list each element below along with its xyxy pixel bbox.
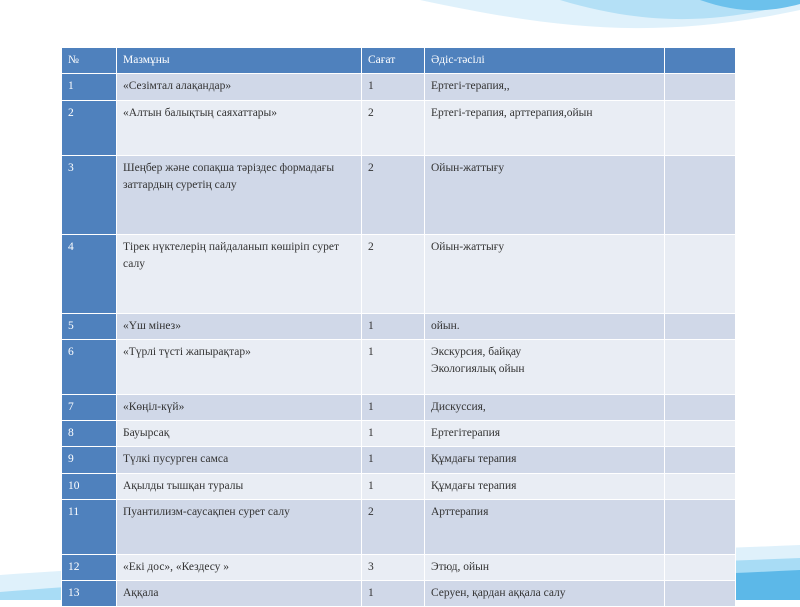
row-number-cell: 1: [62, 74, 117, 100]
method-cell: Ойын-жаттығу: [425, 234, 665, 313]
method-cell: Ертегі-терапия,,: [425, 74, 665, 100]
hours-cell: 3: [362, 554, 425, 580]
hours-cell: 2: [362, 100, 425, 155]
hours-cell: 1: [362, 581, 425, 607]
table-row: [62, 155, 736, 234]
table-row: [62, 394, 736, 420]
extra-cell: [665, 581, 736, 607]
method-cell: Ертегітерапия: [425, 421, 665, 447]
table-row: [62, 313, 736, 339]
method-cell: Арттерапия: [425, 499, 665, 554]
hours-cell: 2: [362, 234, 425, 313]
hours-cell: 1: [362, 421, 425, 447]
content-cell: Ақылды тышқан туралы: [117, 473, 362, 499]
number-header: №: [62, 48, 117, 74]
row-number-cell: 13: [62, 581, 117, 607]
row-number-cell: 4: [62, 234, 117, 313]
table-row: [62, 554, 736, 580]
content-cell: Тірек нүктелерің пайдаланып көшіріп сурет салу: [117, 234, 362, 313]
table-row: [62, 421, 736, 447]
table-row: [62, 74, 736, 100]
content-cell: Аққала: [117, 581, 362, 607]
row-number-cell: 2: [62, 100, 117, 155]
hours-cell: 1: [362, 394, 425, 420]
table-row: [62, 473, 736, 499]
table-row: [62, 100, 736, 155]
row-number-cell: 6: [62, 339, 117, 394]
extra-cell: [665, 394, 736, 420]
extra-cell: [665, 499, 736, 554]
hours-cell: 1: [362, 313, 425, 339]
content-cell: «Алтын балықтың саяхаттары»: [117, 100, 362, 155]
content-cell: «Үш мінез»: [117, 313, 362, 339]
extra-cell: [665, 234, 736, 313]
content-cell: «Түрлі түсті жапырақтар»: [117, 339, 362, 394]
extra-cell: [665, 155, 736, 234]
content-cell: «Екі дос», «Кездесу »: [117, 554, 362, 580]
extra-cell: [665, 421, 736, 447]
content-cell: Бауырсақ: [117, 421, 362, 447]
table-row: [62, 339, 736, 394]
row-number-cell: 9: [62, 447, 117, 473]
table-row: [62, 234, 736, 313]
method-cell: Этюд, ойын: [425, 554, 665, 580]
method-cell: ойын.: [425, 313, 665, 339]
hours-cell: 1: [362, 74, 425, 100]
hours-header: Сағат: [362, 48, 425, 74]
table-row: [62, 499, 736, 554]
method-cell: Экскурсия, байқау Экологиялық ойын: [425, 339, 665, 394]
hours-cell: 1: [362, 339, 425, 394]
extra-cell: [665, 554, 736, 580]
extra-cell: [665, 473, 736, 499]
table-header-row: [62, 48, 736, 74]
method-cell: Ертегі-терапия, арттерапия,ойын: [425, 100, 665, 155]
method-cell: Дискуссия,: [425, 394, 665, 420]
hours-cell: 1: [362, 447, 425, 473]
content-cell: «Көңіл-күй»: [117, 394, 362, 420]
content-cell: «Сезімтал алақандар»: [117, 74, 362, 100]
hours-cell: 2: [362, 499, 425, 554]
method-cell: Серуен, қардан аққала салу: [425, 581, 665, 607]
content-cell: Пуантилизм-саусақпен сурет салу: [117, 499, 362, 554]
table-row: [62, 447, 736, 473]
extra-cell: [665, 313, 736, 339]
row-number-cell: 8: [62, 421, 117, 447]
row-number-cell: 7: [62, 394, 117, 420]
method-cell: Ойын-жаттығу: [425, 155, 665, 234]
extra-cell: [665, 447, 736, 473]
content-cell: Түлкі пусурген самса: [117, 447, 362, 473]
table-body: [62, 74, 736, 607]
lesson-plan-table: [61, 47, 736, 607]
extra-cell: [665, 100, 736, 155]
extra-header: [665, 48, 736, 74]
hours-cell: 1: [362, 473, 425, 499]
row-number-cell: 11: [62, 499, 117, 554]
row-number-cell: 5: [62, 313, 117, 339]
method-cell: Құмдағы терапия: [425, 473, 665, 499]
extra-cell: [665, 74, 736, 100]
row-number-cell: 12: [62, 554, 117, 580]
table-row: [62, 581, 736, 607]
method-cell: Құмдағы терапия: [425, 447, 665, 473]
extra-cell: [665, 339, 736, 394]
row-number-cell: 10: [62, 473, 117, 499]
hours-cell: 2: [362, 155, 425, 234]
content-cell: Шеңбер және сопақша тәріздес формадағы заттардың суретің салу: [117, 155, 362, 234]
content-header: Мазмұны: [117, 48, 362, 74]
row-number-cell: 3: [62, 155, 117, 234]
method-header: Әдіс-тәсілі: [425, 48, 665, 74]
